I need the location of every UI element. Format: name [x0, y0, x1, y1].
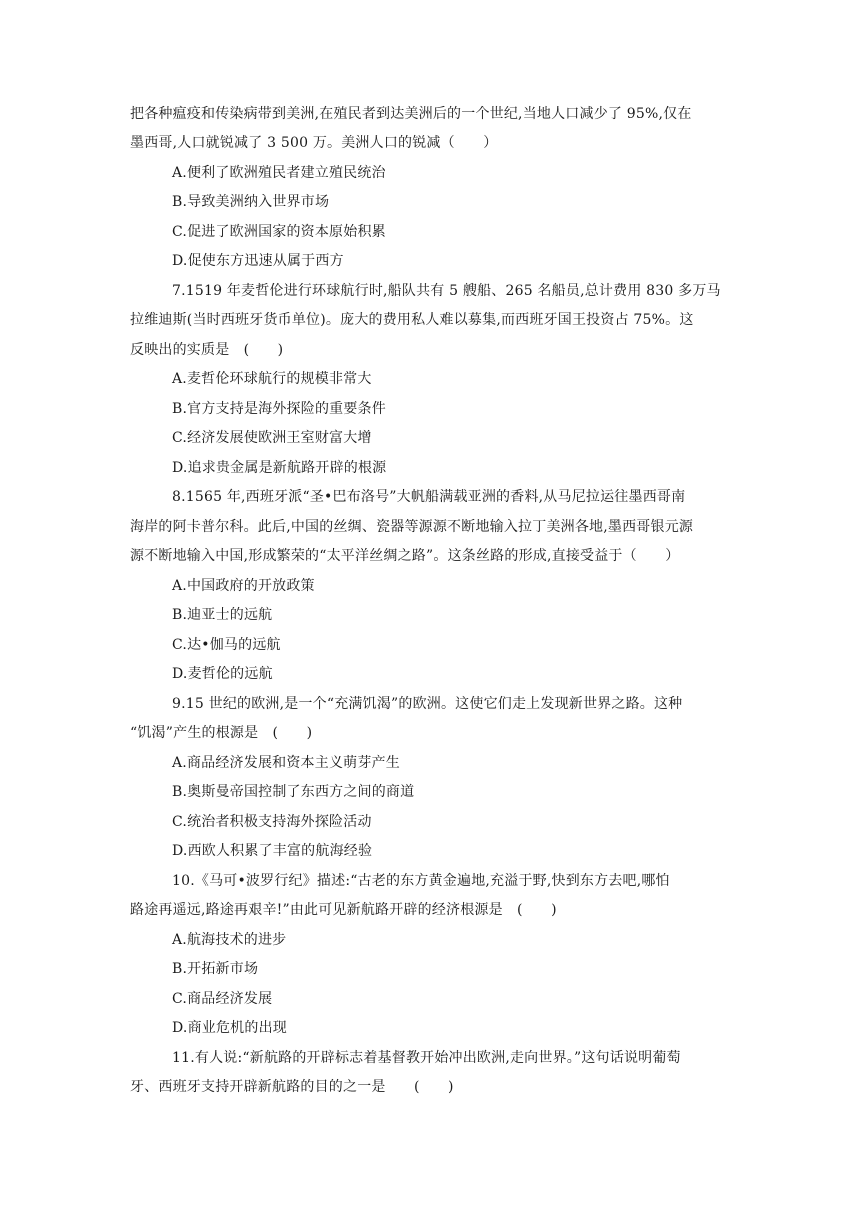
q10-option-b: B.开拓新市场	[172, 961, 259, 977]
q7-option-b: B.官方支持是海外探险的重要条件	[172, 401, 386, 417]
q7-option-d: D.追求贵金属是新航路开辟的根源	[172, 460, 387, 476]
q7-stem-line-3: 反映出的实质是 ( )	[130, 342, 284, 358]
q9-stem-line-2: “饥渴”产生的根源是 ( )	[130, 725, 313, 741]
q8-option-d: D.麦哲伦的远航	[172, 666, 273, 682]
q9-option-a: A.商品经济发展和资本主义萌芽产生	[172, 755, 400, 771]
q11-stem-line-2: 牙、西班牙支持开辟新航路的目的之一是 ( )	[130, 1079, 454, 1095]
q6-stem-line-2: 墨西哥,人口就锐减了 3 500 万。美洲人口的锐减（ ）	[130, 135, 498, 151]
q10-option-c: C.商品经济发展	[172, 991, 273, 1007]
q6-option-b: B.导致美洲纳入世界市场	[172, 194, 330, 210]
q10-stem-line-1: 10.《马可•波罗行纪》描述:“古老的东方黄金遍地,充溢于野,快到东方去吧,哪怕	[172, 873, 670, 889]
q6-stem-line-1: 把各种瘟疫和传染病带到美洲,在殖民者到达美洲后的一个世纪,当地人口减少了 95%,仅在	[130, 106, 692, 122]
q6-option-d: D.促使东方迅速从属于西方	[172, 253, 344, 269]
q7-stem-line-1: 7.1519 年麦哲伦进行环球航行时,船队共有 5 艘船、265 名船员,总计费用 830 多万马	[172, 283, 721, 299]
q8-option-a: A.中国政府的开放政策	[172, 578, 315, 594]
q8-stem-line-2: 海岸的阿卡普尔科。此后,中国的丝绸、瓷器等源源不断地输入拉丁美洲各地,墨西哥银元源	[130, 519, 694, 535]
q7-stem-line-2: 拉维迪斯(当时西班牙货币单位)。庞大的费用私人难以募集,而西班牙国王投资占 75%。这	[130, 312, 694, 328]
q9-option-c: C.统治者积极支持海外探险活动	[172, 814, 372, 830]
q7-option-a: A.麦哲伦环球航行的规模非常大	[172, 371, 372, 387]
q8-option-c: C.达•伽马的远航	[172, 637, 281, 653]
q10-option-d: D.商业危机的出现	[172, 1020, 287, 1036]
q6-option-c: C.促进了欧洲国家的资本原始积累	[172, 224, 386, 240]
q8-stem-line-3: 源不断地输入中国,形成繁荣的“太平洋丝绸之路”。这条丝路的形成,直接受益于（ ）	[130, 548, 680, 564]
q11-stem-line-1: 11.有人说:“新航路的开辟标志着基督教开始冲出欧洲,走向世界。”这句话说明葡萄	[172, 1050, 681, 1066]
q9-option-d: D.西欧人积累了丰富的航海经验	[172, 843, 373, 859]
q6-option-a: A.便利了欧洲殖民者建立殖民统治	[172, 165, 386, 181]
q8-stem-line-1: 8.1565 年,西班牙派“圣•巴布洛号”大帆船满载亚洲的香料,从马尼拉运往墨西哥南	[172, 489, 686, 505]
q9-stem-line-1: 9.15 世纪的欧洲,是一个“充满饥渴”的欧洲。这使它们走上发现新世界之路。这种	[172, 696, 683, 712]
q10-stem-line-2: 路途再遥远,路途再艰辛!”由此可见新航路开辟的经济根源是 ( )	[130, 902, 557, 918]
q7-option-c: C.经济发展使欧洲王室财富大增	[172, 430, 372, 446]
q10-option-a: A.航海技术的进步	[172, 932, 287, 948]
q9-option-b: B.奥斯曼帝国控制了东西方之间的商道	[172, 784, 415, 800]
q8-option-b: B.迪亚士的远航	[172, 607, 273, 623]
